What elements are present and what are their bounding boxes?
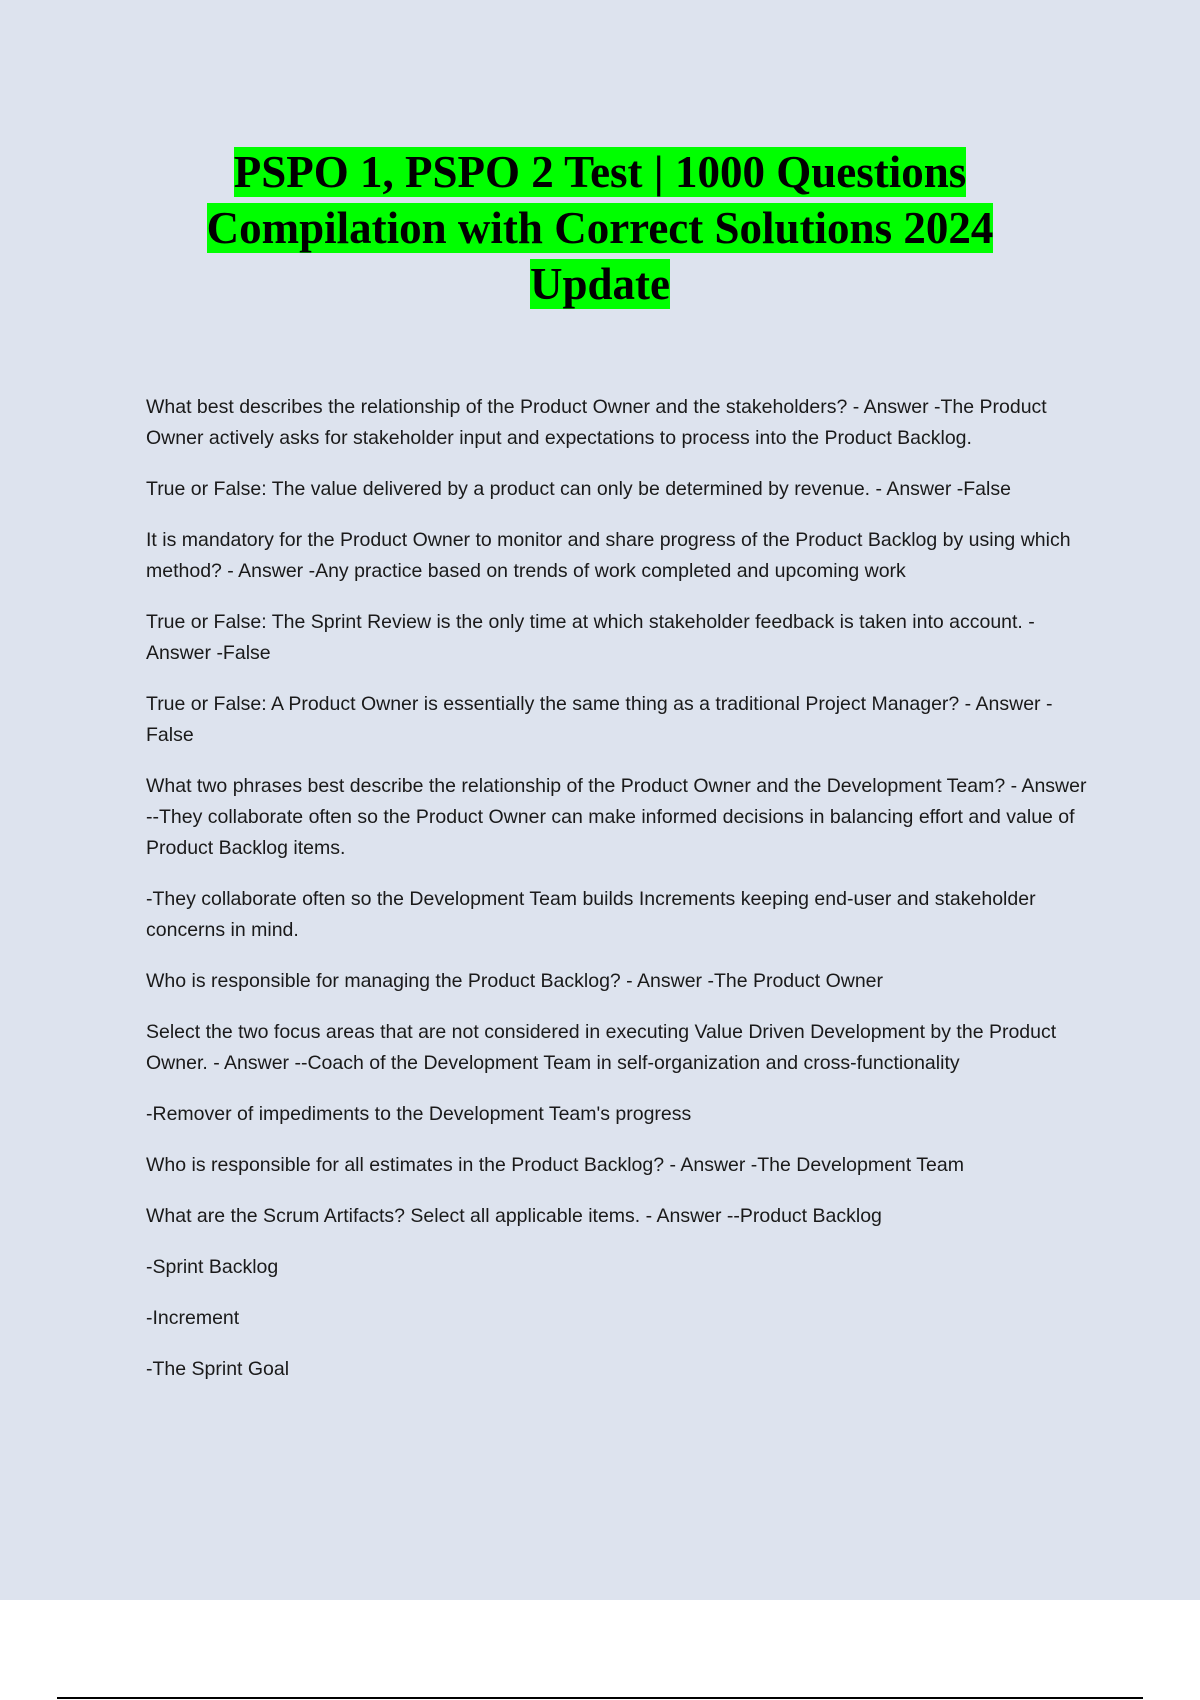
qa-paragraph: True or False: A Product Owner is essentially the same thing as a traditional Project Manager? - Answer - False	[146, 693, 1053, 746]
document-title	[100, 144, 1100, 312]
qa-paragraph: Who is responsible for managing the Product Backlog? - Answer -The Product Owner	[146, 970, 884, 992]
qa-paragraph: True or False: The Sprint Review is the only time at which stakeholder feedback is taken into account. - Answer -False	[146, 611, 1035, 664]
title-line-3: Update	[529, 259, 670, 309]
qa-paragraph: -Sprint Backlog	[146, 1256, 279, 1278]
qa-paragraph: It is mandatory for the Product Owner to monitor and share progress of the Product Backlog by using which method? - Answer -Any practice based on trends of work completed and upcoming work	[146, 529, 1071, 582]
qa-paragraph: -The Sprint Goal	[146, 1358, 290, 1380]
qa-paragraph: -Remover of impediments to the Development Team's progress	[146, 1103, 692, 1125]
qa-paragraph: Select the two focus areas that are not considered in executing Value Driven Development by the Product Owner. - Answer --Coach of the Development Team in self-organization and cross-functionality	[146, 1021, 1057, 1074]
document-body	[146, 392, 1096, 1405]
qa-paragraph: True or False: The value delivered by a product can only be determined by revenue. - Answer -False	[146, 478, 1011, 500]
title-line-2: Compilation with Correct Solutions 2024	[206, 203, 994, 253]
title-line-1: PSPO 1, PSPO 2 Test | 1000 Questions	[233, 147, 967, 197]
qa-paragraph: -They collaborate often so the Development Team builds Increments keeping end-user and stakeholder concerns in mind.	[146, 888, 1036, 941]
footer-divider	[57, 1697, 1143, 1699]
qa-paragraph: -Increment	[146, 1307, 240, 1329]
qa-paragraph: Who is responsible for all estimates in the Product Backlog? - Answer -The Development Team	[146, 1154, 964, 1176]
qa-paragraph: What best describes the relationship of the Product Owner and the stakeholders? - Answer -The Product Owner actively asks for stakeholder input and expectations to process into the Product Backlog.	[146, 396, 1047, 449]
qa-paragraph: What two phrases best describe the relationship of the Product Owner and the Development Team? - Answer --They collaborate often so the Product Owner can make informed decisions in balancing effort and value of Product Backlog items.	[146, 775, 1087, 859]
qa-paragraph: What are the Scrum Artifacts? Select all applicable items. - Answer --Product Backlog	[146, 1205, 882, 1227]
